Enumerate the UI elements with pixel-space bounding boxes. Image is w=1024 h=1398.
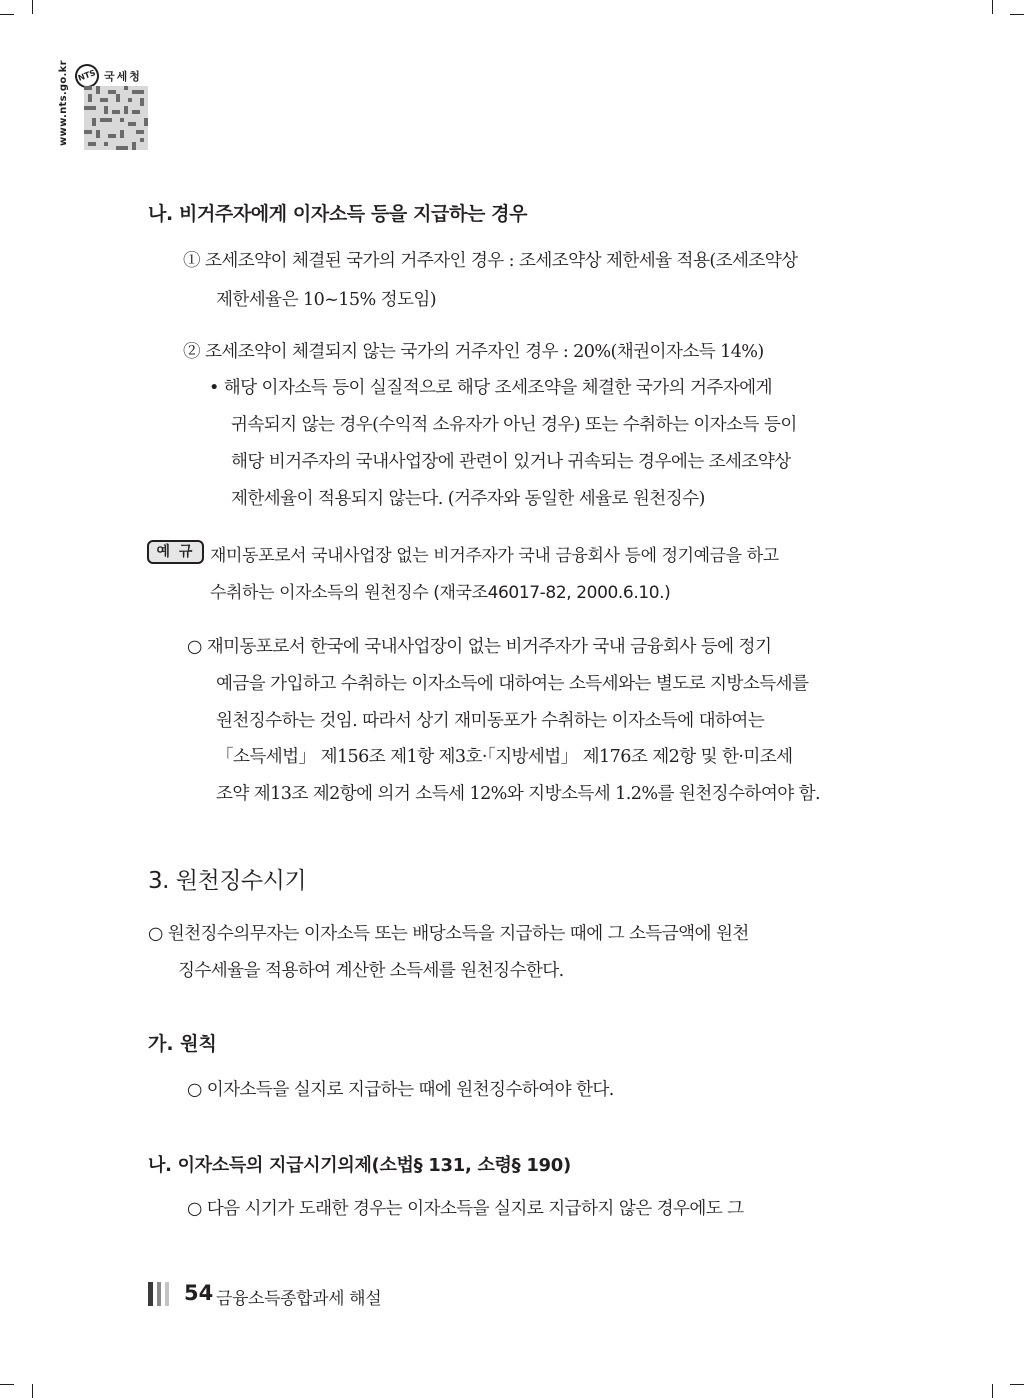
list-item-1-line: ① 조세조약이 체결된 국가의 거주자인 경우 : 조세조약상 제한세율 적용(조세조약상 [183,251,798,271]
example-body-line: 예금을 가입하고 수취하는 이자소득에 대하여는 소득세와는 별도로 지방소득세를 [216,674,809,694]
footer-bars-icon [148,1282,176,1306]
crop-mark [992,1384,993,1398]
subsection-heading: 가. 원칙 [148,1033,217,1055]
example-title-line: 수취하는 이자소득의 원천징수 (재국조46017-82, 2000.6.10.) [210,583,671,603]
crop-mark [992,0,993,14]
example-body-line: 「소득세법」 제156조 제1항 제3호·「지방세법」 제176조 제2항 및 한·미조세 [216,747,793,767]
section-heading: 나. 비거주자에게 이자소득 등을 지급하는 경우 [148,203,528,225]
qr-code-icon [84,86,148,150]
agency-url: www.nts.go.kr [58,60,69,146]
example-body-line: ○ 재미동포로서 한국에 국내사업장이 없는 비거주자가 국내 금융회사 등에 정기 [187,637,772,657]
bullet-line: 귀속되지 않는 경우(수익적 소유자가 아닌 경우) 또는 수취하는 이자소득 등이 [231,415,797,435]
example-body-line: 원천징수하는 것임. 따라서 상기 재미동포가 수취하는 이자소득에 대하여는 [216,711,765,731]
list-item-2-line: ② 조세조약이 체결되지 않는 국가의 거주자인 경우 : 20%(채권이자소득 14%) [183,342,764,362]
example-badge: 예 규 [147,540,204,564]
crop-mark [32,1384,33,1398]
crop-mark [32,0,33,14]
chapter-heading: 3. 원천징수시기 [148,868,307,894]
crop-mark [1010,14,1024,15]
bullet-line: • 해당 이자소득 등이 실질적으로 해당 조세조약을 체결한 국가의 거주자에게 [209,378,772,398]
paragraph-line: 징수세율을 적용하여 계산한 소득세를 원천징수한다. [178,961,564,981]
paragraph-line: ○ 이자소득을 실지로 지급하는 때에 원천징수하여야 한다. [187,1080,614,1100]
agency-emblem-icon: NTS [72,61,103,92]
paragraph-line: ○ 다음 시기가 도래한 경우는 이자소득을 실지로 지급하지 않은 경우에도 그 [187,1199,744,1219]
crop-mark [0,14,14,15]
book-title: 금융소득종합과세 해설 [216,1289,382,1309]
bullet-line: 제한세율이 적용되지 않는다. (거주자와 동일한 세율로 원천징수) [231,489,705,509]
page-number: 54 [184,1281,214,1305]
list-item-1-line: 제한세율은 10~15% 정도임) [216,290,437,310]
agency-name: 국세청 [104,70,142,83]
bullet-line: 해당 비거주자의 국내사업장에 관련이 있거나 귀속되는 경우에는 조세조약상 [231,452,791,472]
example-body-line: 조약 제13조 제2항에 의거 소득세 12%와 지방소득세 1.2%를 원천징수하여야 함. [216,784,820,804]
example-title-line: 재미동포로서 국내사업장 없는 비거주자가 국내 금융회사 등에 정기예금을 하고 [210,546,779,566]
paragraph-line: ○ 원천징수의무자는 이자소득 또는 배당소득을 지급하는 때에 그 소득금액에 원천 [148,924,749,944]
crop-mark [1010,1384,1024,1385]
subsection-heading: 나. 이자소득의 지급시기의제(소법§ 131, 소령§ 190) [148,1155,571,1176]
crop-mark [0,1384,14,1385]
